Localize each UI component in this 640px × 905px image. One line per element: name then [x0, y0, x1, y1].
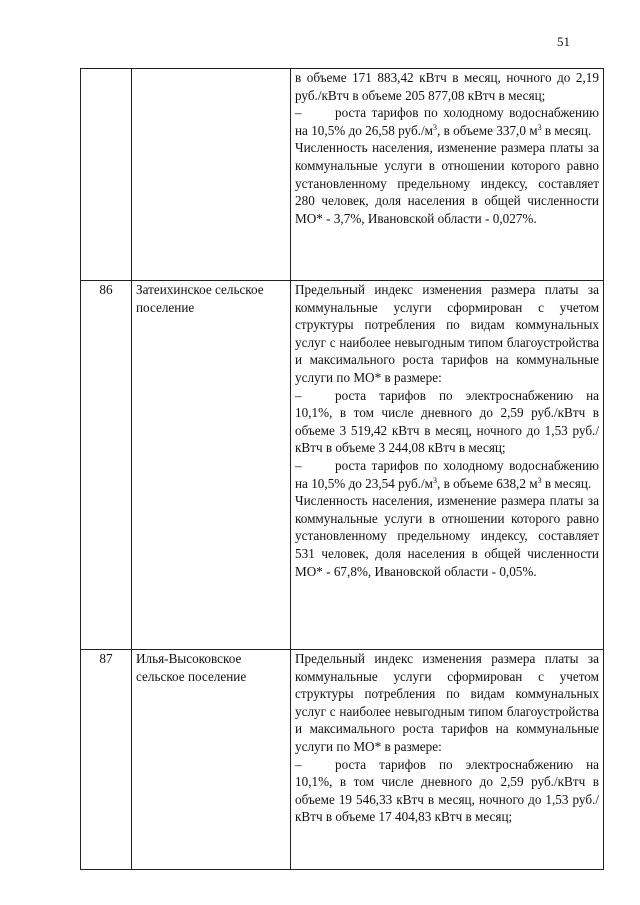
paragraph: Предельный индекс изменения размера платы за коммунальные услуги сформирован с учетом структуры потребления по видам коммунальных услуг с наиболее невыгодным типом благоустройства и максимального роста тарифов на коммунальные услуги по МО* в размере:	[295, 651, 599, 754]
paragraph: – роста тарифов по электроснабжению на 10,1%, в том числе дневного до 2,59 руб./кВтч в объеме 3 519,42 кВтч в месяц, ночного до 1,53 руб./кВтч в объеме 3 244,08 кВтч в месяц;	[295, 387, 599, 456]
tariff-table	[80, 68, 604, 870]
paragraph: Предельный индекс изменения размера платы за коммунальные услуги сформирован с учетом структуры потребления по видам коммунальных услуг с наиболее невыгодным типом благоустройства и максимального роста тарифов на коммунальные услуги по МО* в размере:	[295, 282, 599, 385]
table-row	[81, 650, 604, 870]
paragraph: – роста тарифов по холодному водоснабжению на 10,5% до 23,54 $руб./м^3$, в объеме 638,2 $м^3$ в месяц.	[295, 457, 599, 491]
row-number	[81, 69, 132, 281]
municipality-name: Затеихинское сельское поселение	[132, 281, 291, 650]
row-description	[291, 650, 604, 870]
paragraph: – роста тарифов по электроснабжению на 10,1%, в том числе дневного до 2,59 руб./кВтч в объеме 19 546,33 кВтч в месяц, ночного до 1,53 руб./кВтч в объеме 17 404,83 кВтч в месяц;	[295, 756, 599, 825]
row-number: 86	[81, 281, 132, 650]
row-description	[291, 69, 604, 281]
paragraph: Численность населения, изменение размера платы за коммунальные услуги в отношении которого равно установленному предельному индексу, составляет 531 человек, доля населения в общей численности МО* - 67,8%, Ивановской области - 0,05%.	[295, 493, 599, 579]
table-row	[81, 69, 604, 281]
page-number: 51	[557, 34, 570, 49]
paragraph: Численность населения, изменение размера платы за коммунальные услуги в отношении которого равно установленному предельному индексу, составляет 280 человек, доля населения в общей численности МО* - 3,7%, Ивановской области - 0,027%.	[295, 140, 599, 226]
row-description	[291, 281, 604, 650]
paragraph: в объеме 171 883,42 кВтч в месяц, ночного до 2,19 руб./кВтч в объеме 205 877,08 кВтч в месяц;	[295, 70, 599, 103]
municipality-name	[132, 69, 291, 281]
row-number: 87	[81, 650, 132, 870]
paragraph: – роста тарифов по холодному водоснабжению на 10,5% до 26,58 $руб./м^3$, в объеме 337,0 $м^3$ в месяц.	[295, 105, 599, 138]
municipality-name: Илья-Высоковское сельское поселение	[132, 650, 291, 870]
table-row	[81, 281, 604, 650]
